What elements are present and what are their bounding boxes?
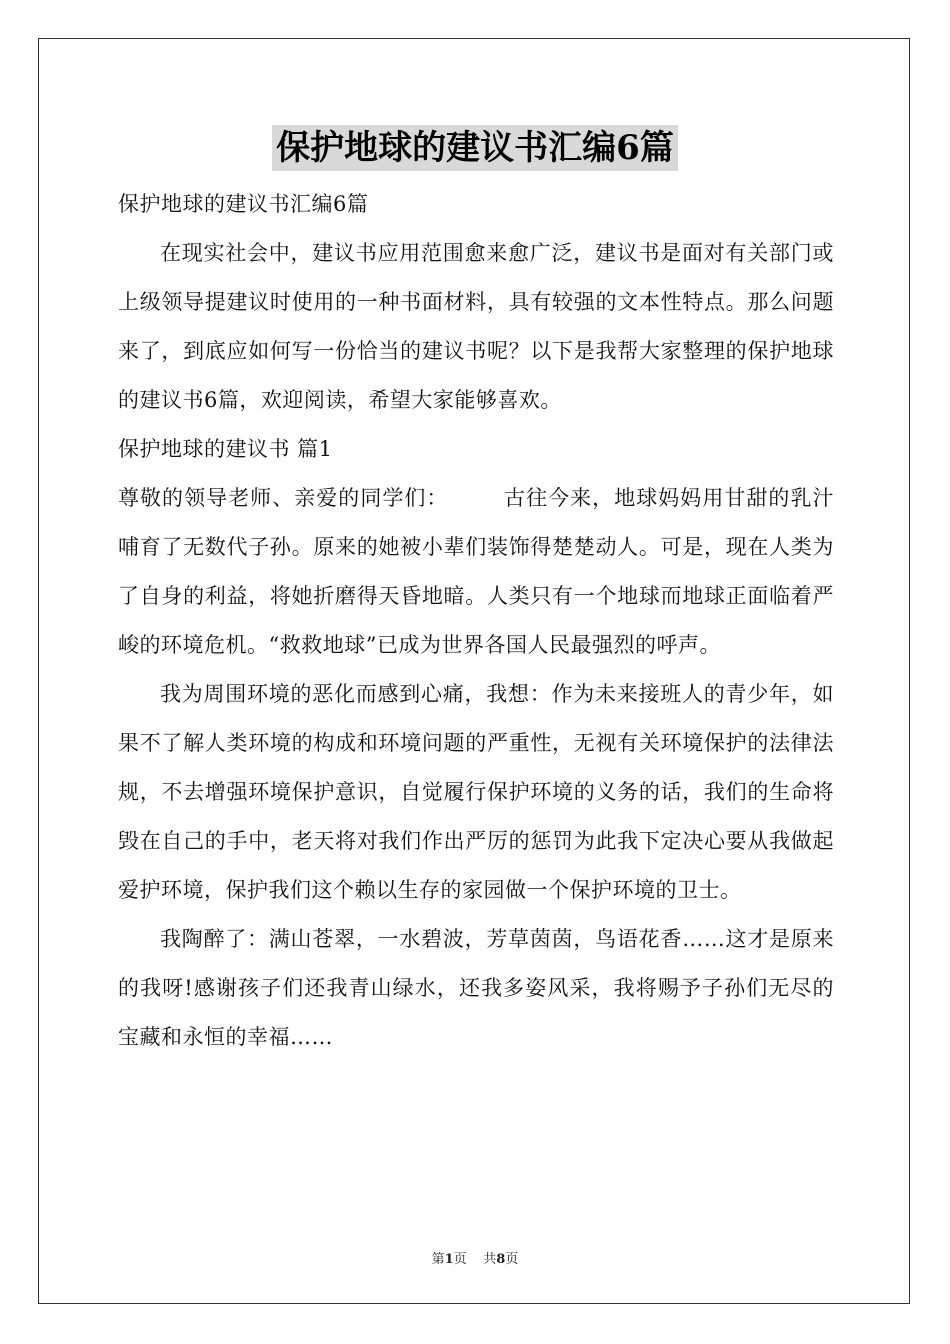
page-suffix: 页	[453, 1252, 467, 1267]
body-paragraph: 尊敬的领导老师、亲爱的同学们： 古往今来，地球妈妈用甘甜的乳汁哺育了无数代子孙。原来的她被小辈们装饰得楚楚动人。可是，现在人类为了自身的利益，将她折磨得天昏地暗。人类只有一个地球而地球正面临着严峻的环境危机。“救救地球”已成为世界各国人民最强烈的呼声。	[118, 486, 834, 657]
total-suffix: 页	[505, 1252, 519, 1267]
body-paragraph: 我陶醉了：满山苍翠，一水碧波，芳草茵茵，鸟语花香……这才是原来的我呀!感谢孩子们还我青山绿水，还我多姿风采，我将赐予子孙们无尽的宝藏和永恒的幸福……	[118, 927, 834, 1049]
document-title: 保护地球的建议书汇编6篇	[272, 125, 678, 171]
total-prefix: 共	[483, 1252, 497, 1267]
document-subtitle: 保护地球的建议书汇编6篇	[118, 192, 369, 216]
page-footer	[0, 1248, 950, 1267]
page-number: 1	[444, 1252, 454, 1267]
title-block	[0, 125, 950, 171]
intro-paragraph: 在现实社会中，建议书应用范围愈来愈广泛，建议书是面对有关部门或上级领导提建议时使用的一种书面材料，具有较强的文本性特点。那么问题来了，到底应如何写一份恰当的建议书呢？以下是我帮大家整理的保护地球的建议书6篇，欢迎阅读，希望大家能够喜欢。	[118, 241, 834, 412]
page-prefix: 第	[431, 1252, 445, 1267]
document-body	[118, 180, 834, 1062]
section-heading: 保护地球的建议书 篇1	[118, 437, 333, 461]
total-pages: 8	[496, 1252, 506, 1267]
body-paragraph: 我为周围环境的恶化而感到心痛，我想：作为未来接班人的青少年，如果不了解人类环境的构成和环境问题的严重性，无视有关环境保护的法律法规，不去增强环境保护意识，自觉履行保护环境的义务的话，我们的生命将毁在自己的手中，老天将对我们作出严厉的惩罚为此我下定决心要从我做起爱护环境，保护我们这个赖以生存的家园做一个保护环境的卫士。	[118, 682, 834, 902]
